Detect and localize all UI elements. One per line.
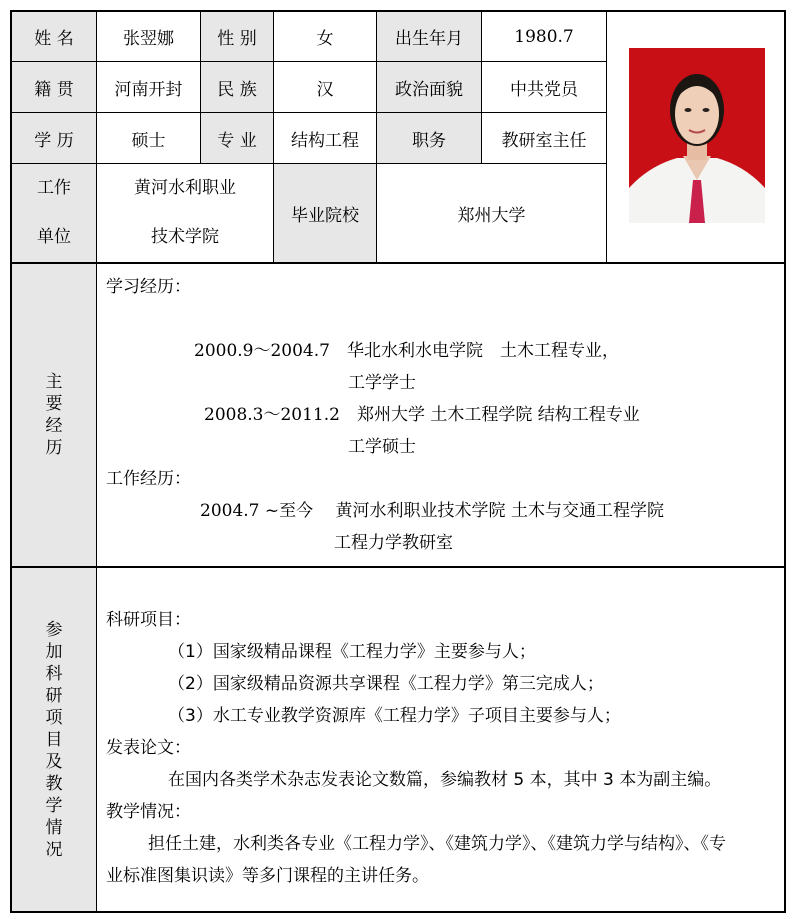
row-divider <box>12 61 606 62</box>
birth-label: 出生年月 <box>377 12 481 61</box>
row-divider <box>12 112 606 113</box>
research-label: 参 加 科 研 项 目 及 教 学 情 况 <box>45 619 63 860</box>
work-1-line2: 工程力学教研室 <box>334 533 453 553</box>
teaching-title: 教学情况： <box>106 802 191 822</box>
school-label: 毕业院校 <box>274 164 376 262</box>
study-1-line1: 2000.9～2004.7 华北水利水电学院 土木工程专业， <box>194 341 619 361</box>
project-1: （1）国家级精品课程《工程力学》主要参与人； <box>168 642 536 662</box>
row-divider <box>12 163 606 164</box>
ethnic-value: 汉 <box>316 79 334 100</box>
native-value: 河南开封 <box>114 79 183 100</box>
teaching-line1: 担任土建，水利类各专业《工程力学》、《建筑力学》、《建筑力学与结构》、《专 <box>148 834 726 854</box>
experience-label: 主 要 经 历 <box>45 372 63 458</box>
major-label: 专 业 <box>201 113 273 163</box>
school-value: 郑州大学 <box>457 205 526 226</box>
col-divider <box>481 12 482 163</box>
row-divider <box>12 566 784 568</box>
major-value: 结构工程 <box>291 130 359 151</box>
name-label: 姓 名 <box>12 12 96 61</box>
edu-label: 学 历 <box>12 113 96 163</box>
col-divider <box>273 12 274 262</box>
gender-value: 女 <box>316 29 334 49</box>
ethnic-label: 民 族 <box>201 62 273 112</box>
papers-text: 在国内各类学术杂志发表论文数篇，参编教材 5 本，其中 3 本为副主编。 <box>168 770 722 790</box>
teaching-line2: 业标准图集识读》等多门课程的主讲任务。 <box>106 866 429 886</box>
work-unit-line2: 技术学院 <box>151 227 219 247</box>
work-title: 工作经历： <box>106 469 191 489</box>
projects-title: 科研项目： <box>106 610 191 630</box>
col-divider <box>200 12 201 163</box>
work-1-line1: 2004.7 ~至今 黄河水利职业技术学院 土木与交通工程学院 <box>200 501 664 521</box>
name-value: 张翌娜 <box>123 29 174 49</box>
position-value: 教研室主任 <box>501 130 587 151</box>
gender-label: 性 别 <box>201 12 273 61</box>
edu-value: 硕士 <box>131 130 166 151</box>
col-divider <box>606 12 607 262</box>
work-unit-label-line1: 工作 <box>37 178 71 198</box>
row-divider <box>12 262 784 264</box>
study-1-line2: 工学学士 <box>348 373 416 393</box>
native-label: 籍 贯 <box>12 62 96 112</box>
study-2-line1: 2008.3～2011.2 郑州大学 土木工程学院 结构工程专业 <box>204 405 640 425</box>
project-2: （2）国家级精品资源共享课程《工程力学》第三完成人； <box>168 674 604 694</box>
project-3: （3）水工专业教学资源库《工程力学》子项目主要参与人； <box>168 706 621 726</box>
work-unit-label-line2: 单位 <box>37 227 71 247</box>
col-divider <box>96 12 97 911</box>
political-label: 政治面貌 <box>377 62 481 112</box>
political-value: 中共党员 <box>510 79 578 100</box>
work-unit-line1: 黄河水利职业 <box>134 178 236 198</box>
study-title: 学习经历： <box>106 277 191 297</box>
position-label: 职务 <box>377 113 481 163</box>
birth-value: 1980.7 <box>514 26 574 47</box>
papers-title: 发表论文： <box>106 738 191 758</box>
col-divider <box>376 12 377 262</box>
study-2-line2: 工学硕士 <box>348 437 416 457</box>
